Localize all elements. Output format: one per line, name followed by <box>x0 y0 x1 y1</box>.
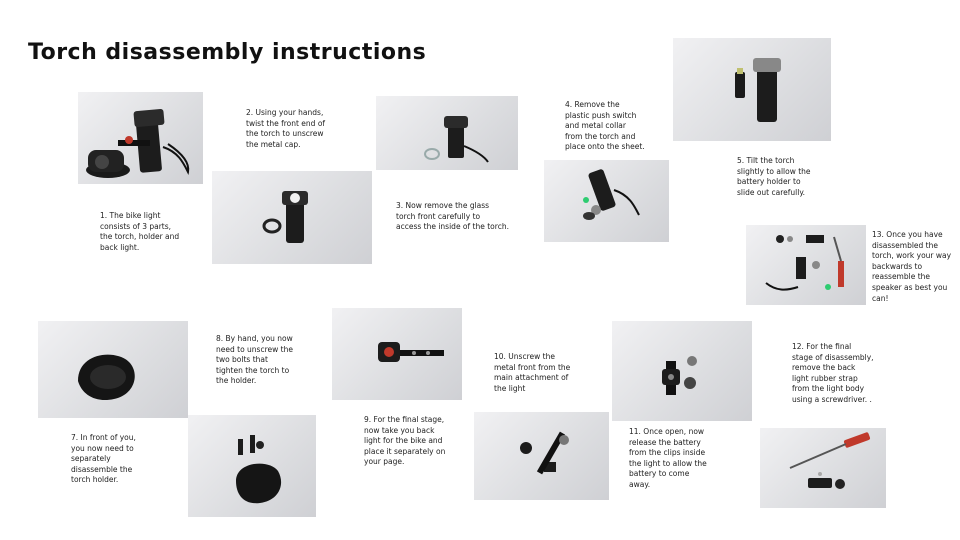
photo-step-9 <box>332 308 462 400</box>
caption-step-1: 1. The bike light consists of 3 parts, the torch, holder and back light. <box>100 211 180 252</box>
caption-step-7: 7. In front of you, you now need to separately disassemble the torch holder. <box>71 433 136 485</box>
photo-step-4 <box>544 160 669 242</box>
photo-step-7 <box>38 321 188 418</box>
caption-step-12: 12. For the final stage of disassembly, remove the back light rubber strap from the light body using a screwdriver. . <box>792 342 874 404</box>
caption-step-4: 4. Remove the plastic push switch and metal collar from the torch and place onto the sheet. <box>565 100 645 152</box>
photo-step-2 <box>376 96 518 170</box>
photo-step-8 <box>188 415 316 517</box>
photo-step-13 <box>746 225 866 305</box>
photo-step-12 <box>760 428 886 508</box>
page-title: Torch disassembly instructions <box>28 40 427 65</box>
caption-step-8: 8. By hand, you now need to unscrew the two bolts that tighten the torch to the holder. <box>216 334 293 386</box>
photo-step-3 <box>212 171 372 264</box>
caption-step-13: 13. Once you have disassembled the torch, work your way backwards to reassemble the speaker as best you can! <box>872 230 952 303</box>
caption-step-3: 3. Now remove the glass torch front carefully to access the inside of the torch. <box>396 201 509 232</box>
caption-step-10: 10. Unscrew the metal front from the main attachment of the light <box>494 352 571 393</box>
photo-step-11 <box>612 321 752 421</box>
photo-step-1 <box>78 92 203 184</box>
caption-step-11: 11. Once open, now release the battery from the clips inside the light to allow the battery to come away. <box>629 427 707 489</box>
caption-step-2: 2. Using your hands, twist the front end of the torch to unscrew the metal cap. <box>246 108 326 149</box>
caption-step-5: 5. Tilt the torch slightly to allow the battery holder to slide out carefully. <box>737 156 811 197</box>
caption-step-9: 9. For the final stage, now take you back light for the bike and place it separately on your page. <box>364 415 446 467</box>
photo-step-5 <box>673 38 831 141</box>
photo-step-10 <box>474 412 609 500</box>
